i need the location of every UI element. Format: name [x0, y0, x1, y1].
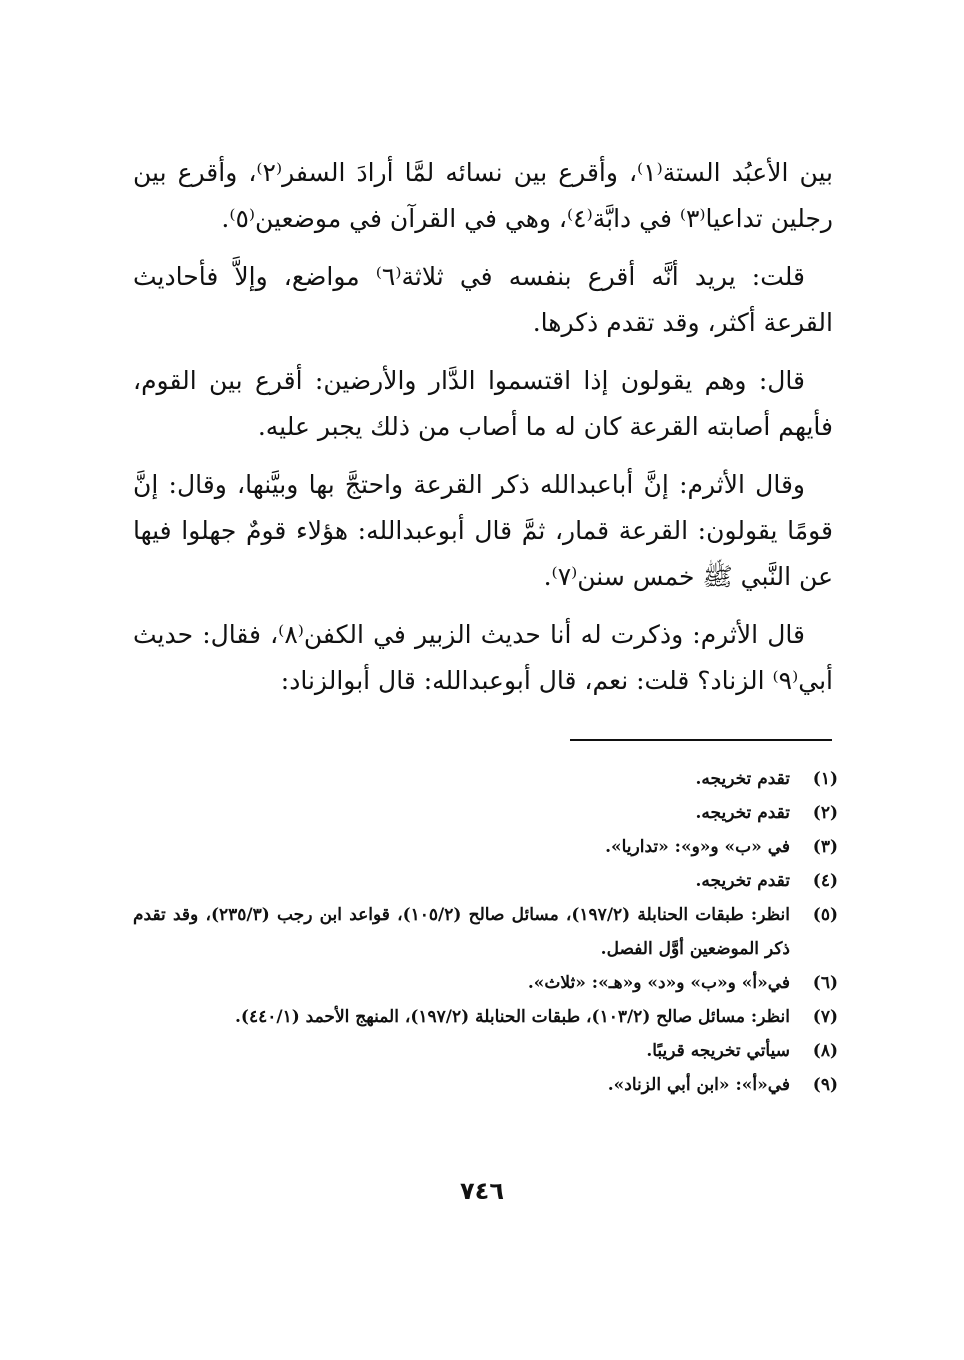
footnote-2 — [133, 796, 838, 830]
paragraph-1: بين الأعبُد الستة⁽١⁾، وأقرع بين نسائه لمَّا أرادَ السفر⁽٢⁾، وأقرع بين رجلين تداعيا⁽٣⁾ في دابَّة⁽٤⁾، وهي في القرآن في موضعين⁽٥⁾. — [133, 158, 833, 233]
paragraph-5: قال الأثرم: وذكرت له أنا حديث الزبير في الكفن⁽٨⁾، فقال: حديث أبي⁽٩⁾ الزناد؟ قلت: نعم، قال أبوعبدالله: قال أبوالزناد: — [133, 620, 833, 695]
footnotes — [133, 762, 838, 1102]
paragraph-2: قلت: يريد أنَّه أقرع بنفسه في ثلاثة⁽٦⁾ مواضع، وإلاَّ فأحاديث القرعة أكثر، وقد تقدم ذكرها. — [133, 262, 833, 337]
footnote-text: تقدم تخريجه. — [695, 871, 790, 891]
main-text — [133, 150, 833, 716]
footnote-5 — [133, 898, 838, 966]
footnote-text: تقدم تخريجه. — [695, 803, 790, 823]
footnote-text: سيأتي تخريجه قريبًا. — [646, 1041, 790, 1061]
footnote-4 — [133, 864, 838, 898]
footnote-number: (٤) — [812, 871, 838, 891]
footnote-6 — [133, 966, 838, 1000]
footnote-number: (١) — [812, 769, 838, 789]
paragraph-4: وقال الأثرم: إنَّ أباعبدالله ذكر القرعة واحتجَّ بها وبيَّنها، وقال: إنَّ قومًا يقولون: القرعة قمار، ثمَّ قال أبوعبدالله: هؤلاء قومٌ جهلوا فيها عن النَّبي ﷺ خمس سنن⁽٧⁾. — [133, 470, 833, 591]
footnote-3 — [133, 830, 838, 864]
footnote-number: (٦) — [812, 973, 838, 993]
footnote-8 — [133, 1034, 838, 1068]
footnote-separator — [570, 739, 832, 741]
footnote-9 — [133, 1068, 838, 1102]
footnote-1 — [133, 762, 838, 796]
footnote-text: انظر: طبقات الحنابلة (١٩٧/٢)، مسائل صالح (١٠٥/٢)، قواعد ابن رجب (٢٣٥/٣)، وقد تقدم ذكر الموضعين أوَّل الفصل. — [133, 905, 790, 959]
paragraph-3: قال: وهم يقولون إذا اقتسموا الدَّار والأرضين: أقرع بين القوم، فأيهم أصابته القرعة كان له ما أصاب من ذلك يجبر عليه. — [133, 366, 833, 441]
footnote-text: في«أ» و«ب» و«د» و«هـ»: «ثلاث». — [527, 973, 790, 993]
footnote-7 — [133, 1000, 838, 1034]
footnote-number: (٩) — [812, 1075, 838, 1095]
footnote-text: في «ب» و«و»: «تداريا». — [605, 837, 790, 857]
page-number: ٧٤٦ — [460, 1177, 504, 1205]
footnote-number: (٧) — [812, 1007, 838, 1027]
footnote-number: (٨) — [812, 1041, 838, 1061]
footnote-text: انظر: مسائل صالح (١٠٣/٢)، طبقات الحنابلة (١٩٧/٢)، المنهج الأحمد (٤٤٠/١). — [235, 1007, 790, 1027]
footnote-text: في«أ»: «ابن أبي الزناد». — [607, 1075, 790, 1095]
footnote-text: تقدم تخريجه. — [695, 769, 790, 789]
footnote-number: (٣) — [812, 837, 838, 857]
footnote-number: (٢) — [812, 803, 838, 823]
footnote-number: (٥) — [812, 905, 838, 925]
